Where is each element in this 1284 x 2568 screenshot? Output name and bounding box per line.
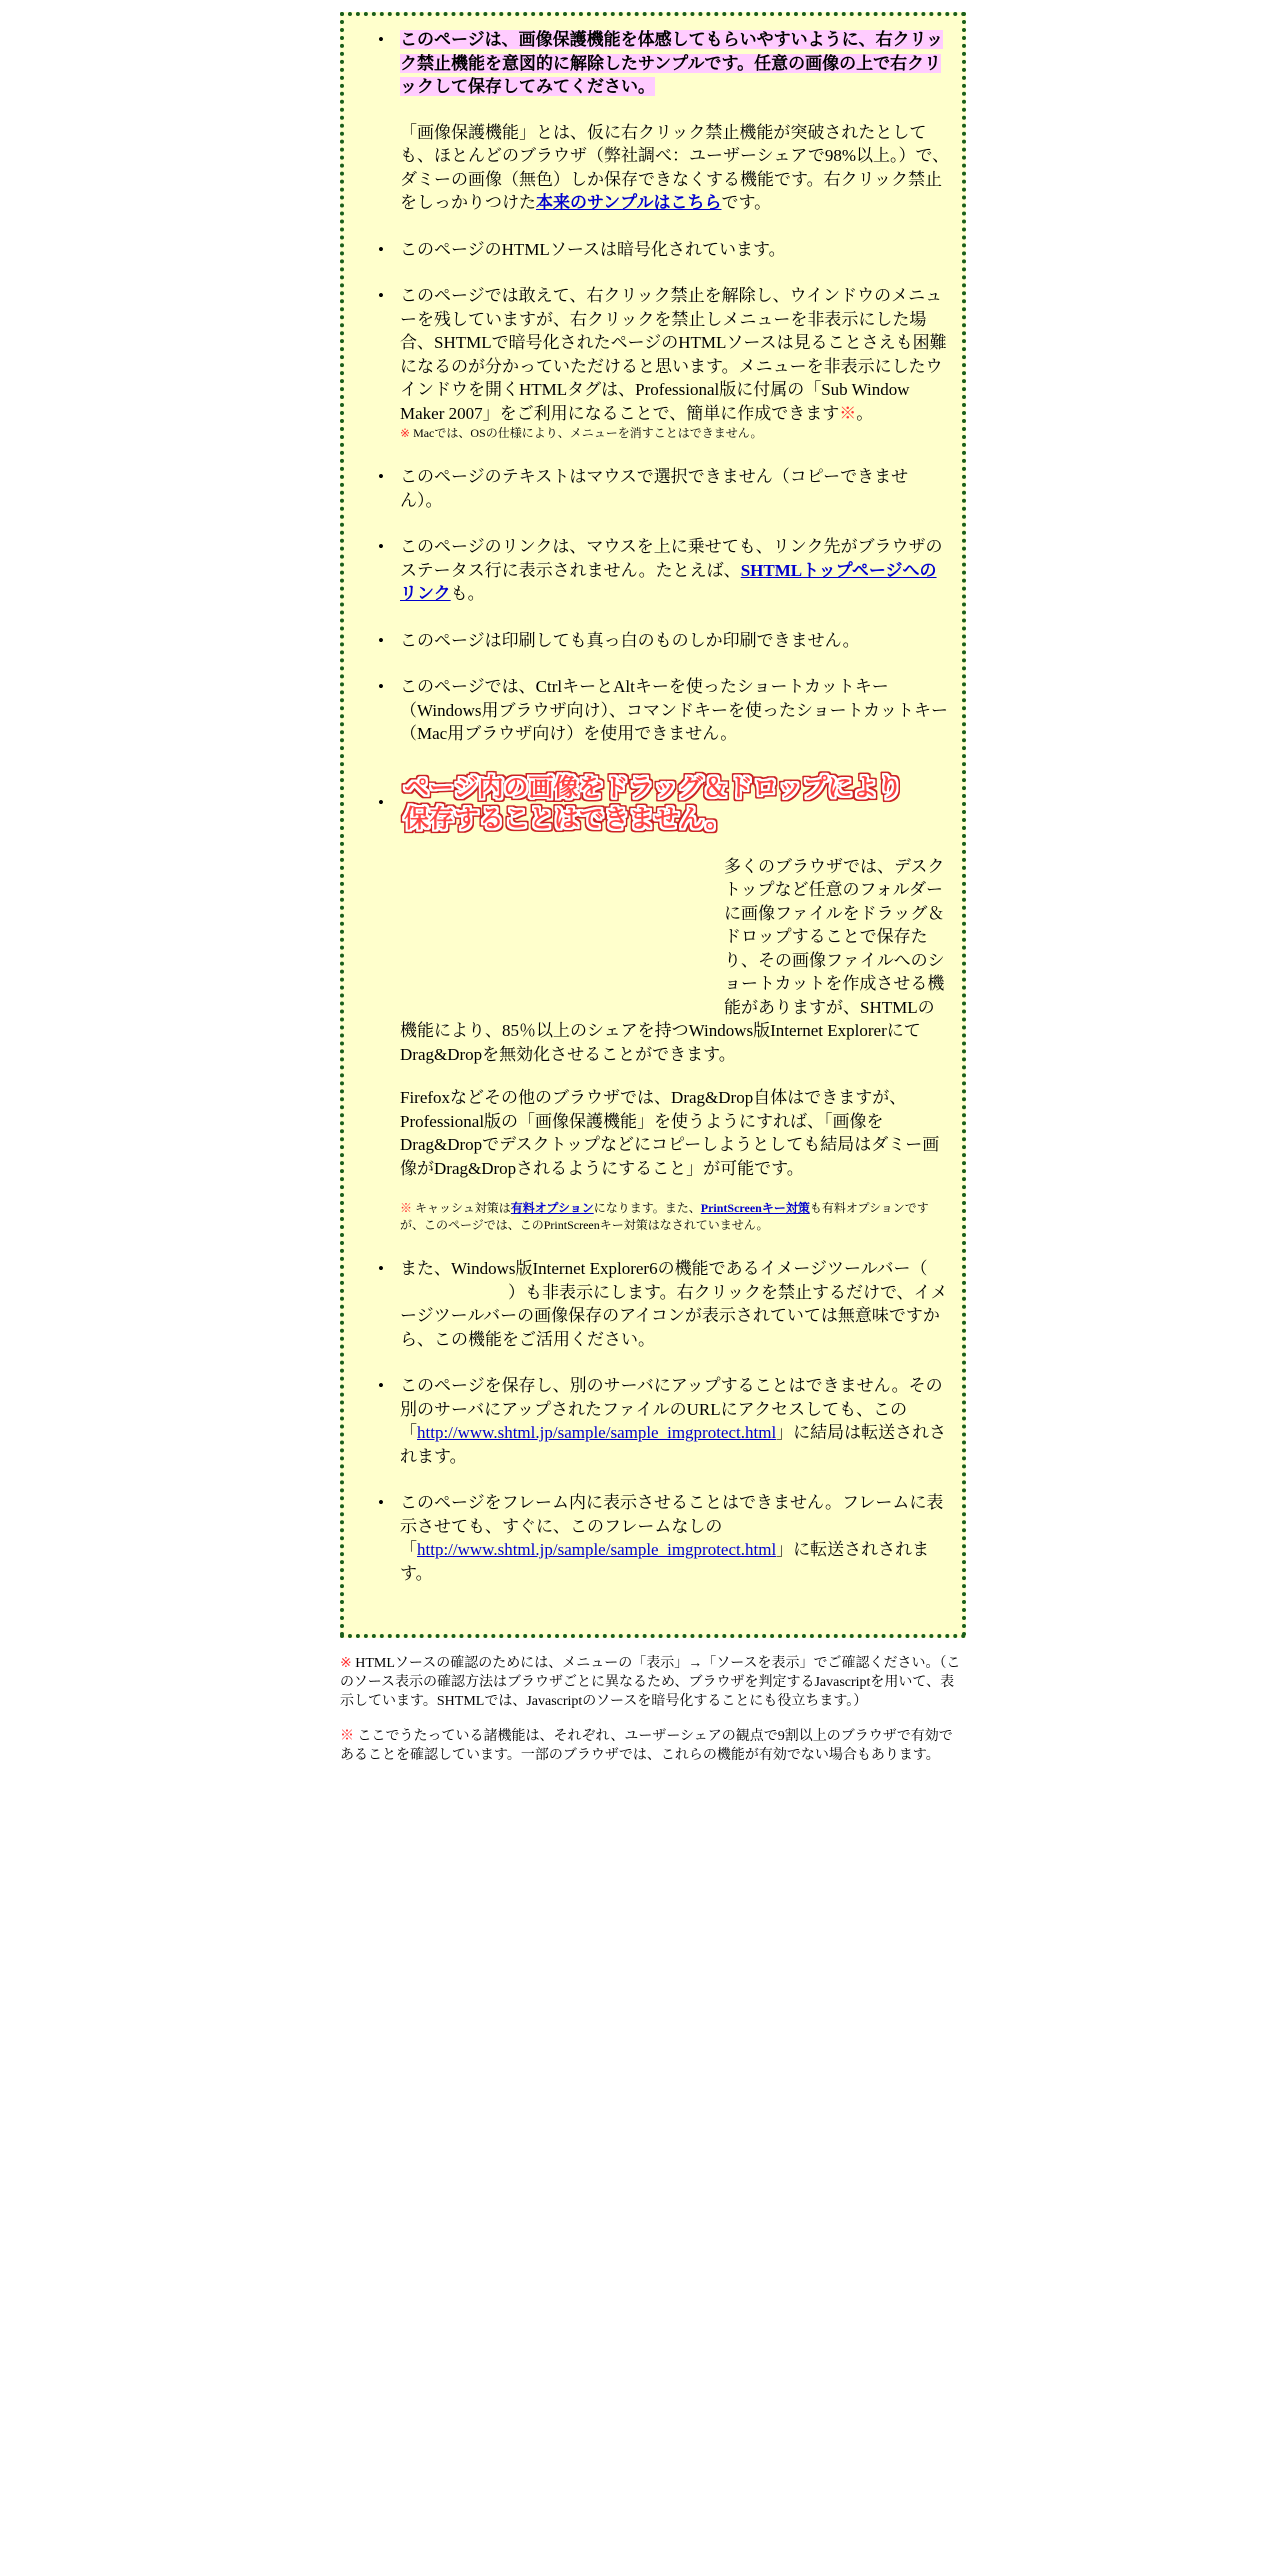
- cache-note: ※ キャッシュ対策は有料オプションになります。また、PrintScreenキー対策も有料オプションですが、このページでは、このPrintScreenキー対策はなされていません。: [400, 1201, 929, 1232]
- page-wrapper: [340, 12, 966, 1765]
- source-note: ※ HTMLソースの確認のためには、メニューの「表示」→「ソースを表示」でご確認ください。（このソース表示の確認方法はブラウザごとに異なるため、ブラウザを判定するJavascriptを用いて、表示しています。SHTMLでは、Javascriptのソースを暗号化することにも役立ちます。）: [340, 1656, 961, 1709]
- footer-notes: [340, 1654, 966, 1765]
- list-item: • このページのリンクは、マウスを上に乗せても、リンク先がブラウザのステータス行に表示されません。たとえば、SHTMLトップページへのリンクも。: [400, 535, 950, 606]
- shtml-top-link[interactable]: SHTMLトップページへのリンク: [400, 560, 937, 603]
- feature-box: [340, 12, 966, 1638]
- banner-line-1: • ページ内の画像をドラッグ＆ドロップにより: [404, 772, 903, 802]
- item-text: このページでは敢えて、右クリック禁止を解除し、ウインドウのメニューを残していますが、右クリックを禁止しメニューを非表示にした場合、SHTMLで暗号化されたページのHTMLソースは見ることさえも困難になるのが分かっていただけると思います。メニューを非表示にしたウインドウを開くHTMLタグは、Professional版に付属の「Sub Window Maker 2007」をご利用になることで、簡単に作成できます: [400, 286, 947, 423]
- item-text: このページは印刷しても真っ白のものしか印刷できません。: [400, 630, 860, 650]
- intro-headline: このページは、画像保護機能を体感してもらいやすいように、右クリック禁止機能を意図的に解除したサンプルです。任意の画像の上で右クリックして保存してみてください。: [400, 30, 943, 96]
- list-item: • また、Windows版Internet Explorer6の機能であるイメージツールバー（）も非表示にします。右クリックを禁止するだけで、イメージツールバーの画像保存のアイコンが表示されていては無意味ですから、この機能をご活用ください。: [400, 1257, 950, 1351]
- note-mark: ※: [839, 403, 857, 423]
- intro-body: 「画像保護機能」とは、仮に右クリック禁止機能が突破されたとしても、ほとんどのブラウザ（弊社調べ：ユーザーシェアで98%以上。）で、ダミーの画像（無色）しか保存できなくする機能です。右クリック禁止をしっかりつけた本来のサンプルはこちらです。: [400, 122, 950, 212]
- sample-url-link[interactable]: http://www.shtml.jp/sample/sample_imgprotect.html: [417, 1423, 777, 1442]
- sample-url-link[interactable]: http://www.shtml.jp/sample/sample_imgprotect.html: [417, 1540, 777, 1559]
- printscreen-link[interactable]: PrintScreenキー対策: [700, 1201, 810, 1215]
- dragdrop-paragraph-1: 多くのブラウザでは、デスクトップなど任意のフォルダーに画像ファイルをドラッグ＆ドロップすることで保存たり、その画像ファイルへのショートカットを作成させる機能がありますが、SHTMLの機能により、85％以上のシェアを持つWindows版Internet ExplorerにてDrag&Dropを無効化させることができます。: [400, 856, 945, 1064]
- list-item: [400, 238, 950, 262]
- list-item: • このページを保存し、別のサーバにアップすることはできません。その別のサーバにアップされたファイルのURLにアクセスしても、この「http://www.shtml.jp/sample/sample_imgprotect.html」に結局は転送されされます。: [400, 1374, 950, 1468]
- list-item: [400, 675, 950, 746]
- list-item: [400, 629, 950, 653]
- item-text: このページのHTMLソースは暗号化されています。: [400, 239, 786, 259]
- list-item: [400, 28, 950, 215]
- list-item: • このページをフレーム内に表示させることはできません。フレームに表示させても、すぐに、このフレームなしの「http://www.shtml.jp/sample/sample_imgprotect.html」に転送されされます。: [400, 1491, 950, 1585]
- drag-drop-banner-image: [400, 769, 903, 835]
- original-sample-link[interactable]: 本来のサンプルはこちら: [536, 193, 722, 212]
- list-item: [400, 769, 950, 1235]
- list-item: [400, 465, 950, 512]
- item-text: このページでは、CtrlキーとAltキーを使ったショートカットキー（Windows用ブラウザ向け）、コマンドキーを使ったショートカットキー（Mac用ブラウザ向け）を使用できません。: [400, 677, 948, 743]
- item-text: このページのテキストはマウスで選択できません（コピーできません）。: [400, 467, 909, 510]
- mac-note: ※ Macでは、OSの仕様により、メニューを消すことはできません。: [400, 426, 763, 440]
- feature-list: [356, 28, 950, 1585]
- browser-note: ※ ここでうたっている諸機能は、それぞれ、ユーザーシェアの観点で9割以上のブラウザで有効であることを確認しています。一部のブラウザでは、これらの機能が有効でない場合もあります。: [340, 1729, 953, 1763]
- dragdrop-paragraph-2: Firefoxなどその他のブラウザでは、Drag&Drop自体はできますが、Professional版の「画像保護機能」を使うようにすれば、「画像をDrag&Dropでデスクトップなどにコピーしようとしても結局はダミー画像がDrag&Dropされるようにすること」が可能です。: [400, 1088, 940, 1178]
- paid-option-link[interactable]: 有料オプション: [510, 1201, 594, 1215]
- hidden-image-area: [400, 855, 724, 1019]
- list-item: • このページでは敢えて、右クリック禁止を解除し、ウインドウのメニューを残していますが、右クリックを禁止しメニューを非表示にした場合、SHTMLで暗号化されたページのHTMLソースは見ることさえも困難になるのが分かっていただけると思います。メニューを非表示にしたウインドウを開くHTMLタグは、Professional版に付属の「Sub Window Maker 2007」をご利用になることで、簡単に作成できます※。 ※ Macでは、OSの仕様により、メニューを消すことはできません。: [400, 284, 950, 442]
- banner-line-2: 保存することはできません。: [404, 803, 731, 833]
